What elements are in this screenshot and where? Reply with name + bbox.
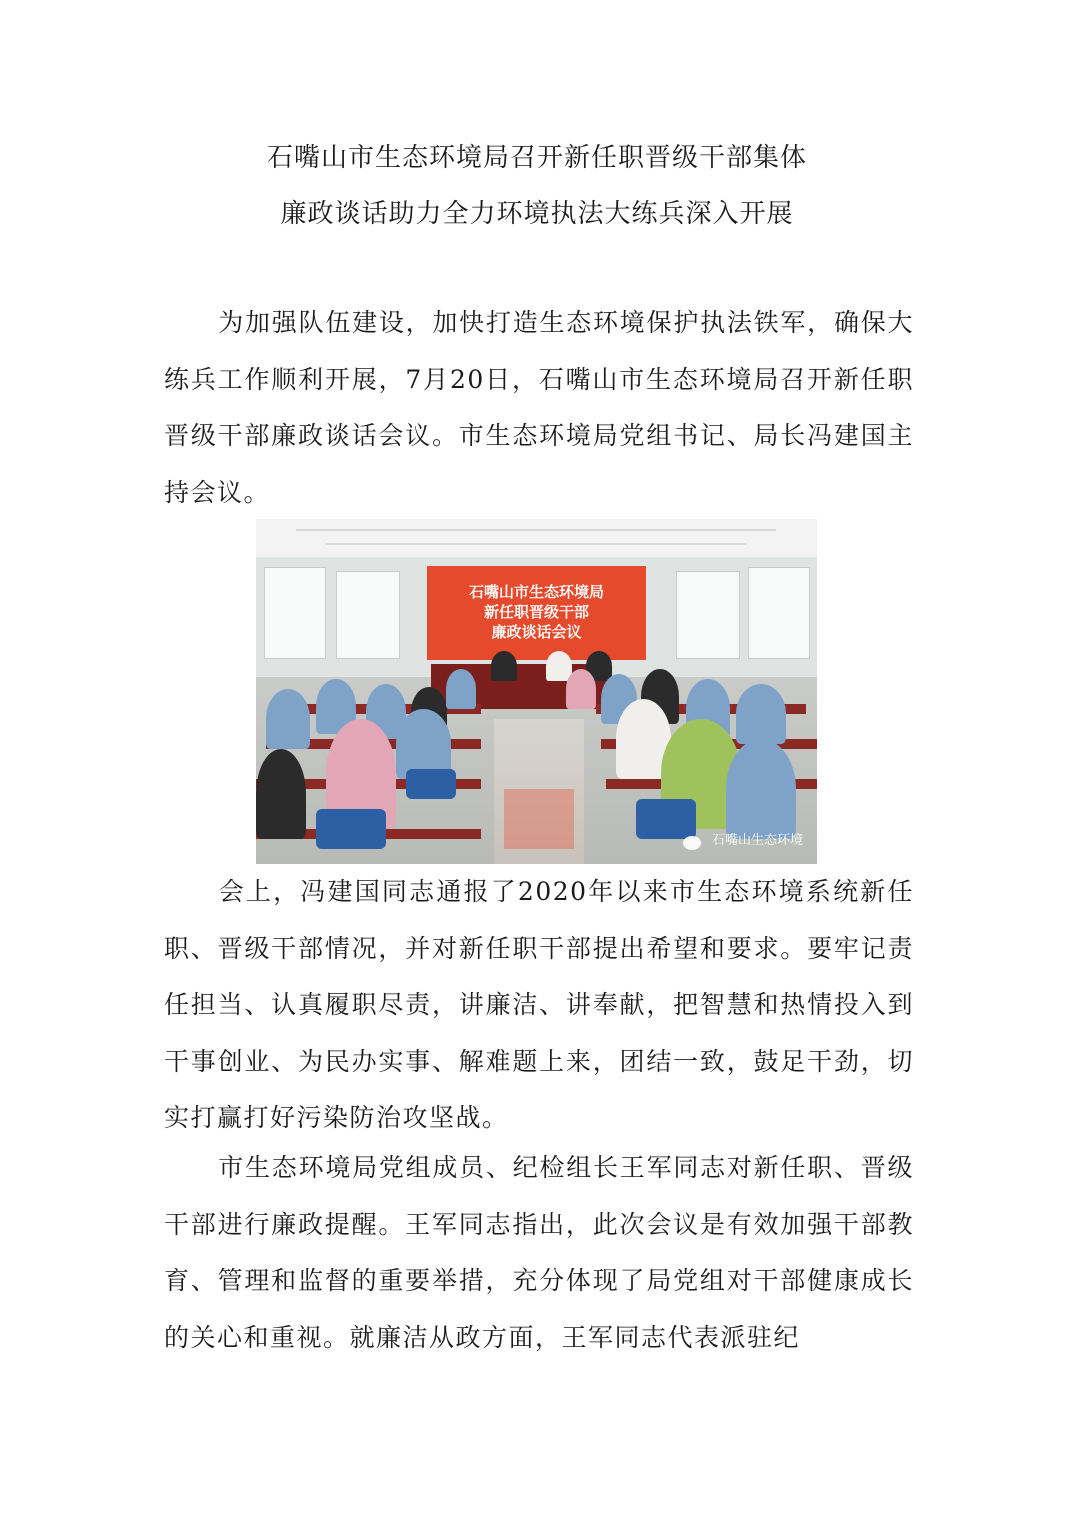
attendee — [736, 684, 786, 744]
meeting-photo — [256, 519, 817, 864]
document-title-line-2: 廉政谈话助力全力环境执法大练兵深入开展 — [280, 199, 794, 229]
photo-watermark: 石嘴山生态环境 — [711, 833, 803, 848]
attendee — [726, 739, 796, 839]
document-title-line-1: 石嘴山市生态环境局召开新任职晋级干部集体 — [266, 143, 807, 173]
paragraph-2 — [164, 864, 914, 1147]
meeting-banner-screen — [427, 566, 646, 660]
attendee — [266, 689, 310, 749]
paragraph-1-text: 为加强队伍建设，加快打造生态环境保护执法铁军，确保大练兵工作顺利开展，7月20日，石嘴山市生态环境局召开新任职晋级干部廉政谈话会议。市生态环境局党组书记、局长冯建国主持会议。 — [164, 308, 914, 507]
attendee — [446, 669, 476, 709]
chair — [316, 809, 386, 849]
floor-reflection — [504, 789, 574, 849]
paragraph-3-text: 市生态环境局党组成员、纪检组长王军同志对新任职、晋级干部进行廉政提醒。王军同志指出，此次会议是有效加强干部教育、管理和监督的重要举措，充分体现了局党组对干部健康成长的关心和重视。就廉洁从政方面，王军同志代表派驻纪 — [164, 1153, 914, 1352]
wechat-icon — [683, 836, 701, 850]
banner-line-3: 廉政谈话会议 — [491, 623, 582, 641]
presiding-official — [491, 651, 517, 681]
banner-line-2: 新任职晋级干部 — [483, 603, 589, 621]
attendee — [566, 669, 596, 709]
paragraph-1 — [164, 295, 914, 521]
paragraph-3 — [164, 1140, 914, 1366]
chair — [636, 799, 696, 839]
banner-line-1: 石嘴山市生态环境局 — [468, 583, 604, 601]
paragraph-2-text: 会上，冯建国同志通报了2020年以来市生态环境系统新任职、晋级干部情况，并对新任职干部提出希望和要求。要牢记责任担当、认真履职尽责，讲廉洁、讲奉献，把智慧和热情投入到干事创业、为民办实事、解难题上来，团结一致，鼓足干劲，切实打赢打好污染防治攻坚战。 — [164, 877, 914, 1132]
chair — [406, 769, 456, 799]
photo-ceiling — [256, 519, 817, 557]
attendee — [256, 749, 306, 839]
